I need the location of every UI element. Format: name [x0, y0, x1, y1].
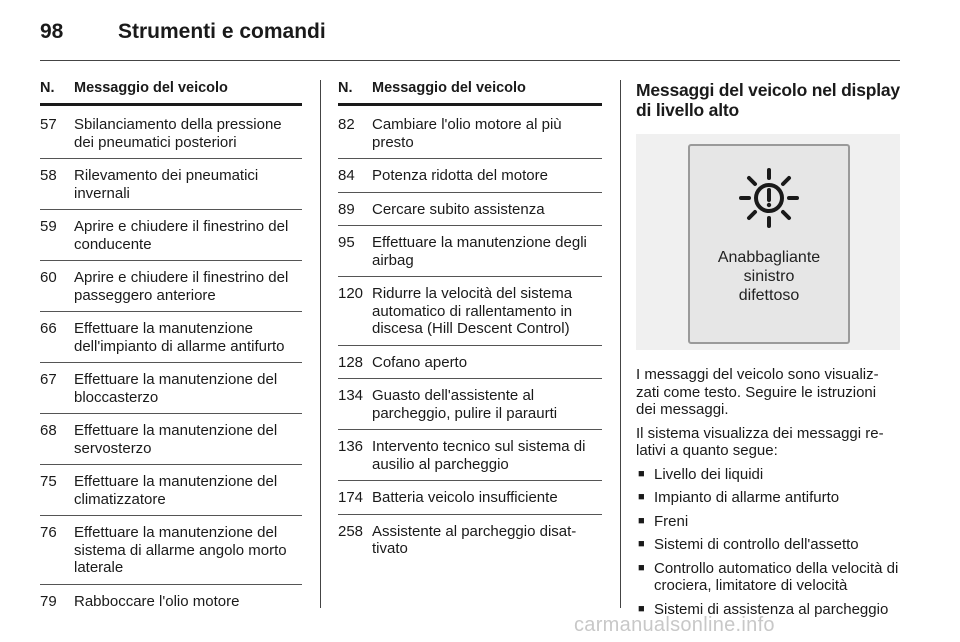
- row-text: Effettuare la manutenzione del climatizzatore: [74, 473, 278, 508]
- row-number: 75: [40, 473, 57, 490]
- list-item: [636, 560, 900, 595]
- row-number: 60: [40, 269, 57, 286]
- row-number: 67: [40, 371, 57, 388]
- row-text: Cercare subito assistenza: [372, 200, 545, 218]
- display-illustration: [636, 134, 900, 350]
- bullet-marker: ■: [638, 538, 645, 550]
- header-divider: [40, 60, 900, 61]
- table-row: [40, 414, 302, 465]
- bullet-marker: ■: [638, 561, 645, 574]
- page-number: 98: [40, 20, 64, 43]
- table-row: [40, 465, 302, 516]
- table-row: [40, 516, 302, 585]
- row-text: Sbilanciamento della pressione dei pneumatici posteriori: [74, 116, 282, 151]
- table-row: [40, 261, 302, 312]
- list-item: [636, 489, 900, 507]
- list-item: [636, 536, 900, 554]
- list-item-text: Freni: [654, 512, 689, 530]
- table-row: [338, 515, 602, 565]
- row-number: 79: [40, 592, 57, 610]
- bullet-list: [636, 466, 900, 619]
- table-row: [338, 379, 602, 430]
- table-row: [338, 108, 602, 159]
- high-level-display-section: [636, 80, 900, 624]
- section-title: Messaggi del veicolo nel display di livello alto: [636, 80, 900, 120]
- row-number: 84: [338, 167, 355, 184]
- table-row: [338, 159, 602, 193]
- bullet-marker: ■: [638, 514, 645, 527]
- table-row: [40, 108, 302, 159]
- col-number-header: N.: [338, 80, 353, 96]
- list-item-text: Controllo automatico della velocità di crociera, limitatore di velocità: [654, 559, 899, 594]
- table-header: [338, 80, 602, 106]
- lamp-fault-icon: [734, 160, 804, 240]
- table-row: [40, 312, 302, 363]
- display-line-1: Anabbagliante: [717, 249, 821, 266]
- table-row: [338, 193, 602, 227]
- row-number: 57: [40, 116, 57, 133]
- row-number: 82: [338, 116, 355, 133]
- row-number: 258: [338, 522, 364, 540]
- page-header: [40, 20, 920, 60]
- table-row: [40, 159, 302, 210]
- row-number: 66: [40, 320, 57, 337]
- table-row: [338, 277, 602, 346]
- row-text: Ridurre la velocità del sistema automatico di rallentamento in discesa (Hill Descent Control): [372, 285, 573, 337]
- row-text: Assistente al parcheggio disat-tivato: [372, 522, 577, 557]
- row-text: Rabboccare l'olio motore: [74, 592, 240, 610]
- table-row: [338, 346, 602, 380]
- table-row: [338, 430, 602, 481]
- col-number-header: N.: [40, 80, 55, 96]
- table-row: [40, 363, 302, 414]
- display-line-2: sinistro: [743, 268, 795, 285]
- display-screen: [688, 144, 850, 344]
- list-intro-paragraph: Il sistema visualizza dei messaggi re-lativi a quanto segue:: [636, 424, 884, 459]
- row-number: 128: [338, 353, 364, 371]
- table-row: [40, 210, 302, 261]
- row-number: 89: [338, 200, 355, 218]
- row-text: Cambiare l'olio motore al più presto: [372, 116, 562, 151]
- row-number: 95: [338, 234, 355, 251]
- col-message-header: Messaggio del veicolo: [372, 80, 526, 96]
- message-table-2: [338, 80, 602, 565]
- bullet-marker: ■: [638, 491, 645, 503]
- page-title: Strumenti e comandi: [118, 20, 326, 43]
- row-text: Effettuare la manutenzione del sistema di allarme angolo morto laterale: [74, 524, 287, 576]
- list-item-text: Sistemi di controllo dell'assetto: [654, 536, 859, 553]
- intro-paragraph: I messaggi del veicolo sono visualiz-zati come testo. Seguire le istruzioni dei messaggi.: [636, 366, 879, 418]
- row-number: 76: [40, 524, 57, 541]
- row-text: Effettuare la manutenzione del servosterzo: [74, 422, 278, 457]
- row-text: Rilevamento dei pneumatici invernali: [74, 167, 259, 202]
- list-item-text: Livello dei liquidi: [654, 465, 764, 483]
- row-text: Effettuare la manutenzione degli airbag: [372, 234, 587, 269]
- table-row: [338, 481, 602, 515]
- list-item: [636, 513, 900, 531]
- row-number: 136: [338, 438, 364, 455]
- list-item: [636, 466, 900, 484]
- col-message-header: Messaggio del veicolo: [74, 80, 228, 96]
- display-line-3: difettoso: [738, 287, 800, 304]
- row-text: Guasto dell'assistente al parcheggio, pulire il paraurti: [372, 387, 558, 422]
- row-text: Effettuare la manutenzione dell'impianto di allarme antifurto: [74, 320, 285, 355]
- row-text: Effettuare la manutenzione del bloccasterzo: [74, 371, 278, 406]
- row-number: 58: [40, 167, 57, 184]
- bullet-marker: ■: [638, 602, 645, 615]
- table-row: [40, 585, 302, 618]
- row-number: 120: [338, 285, 364, 302]
- list-item-text: Sistemi di assistenza al parcheggio: [654, 600, 889, 618]
- row-number: 174: [338, 489, 364, 506]
- row-text: Aprire e chiudere il finestrino del conducente: [74, 218, 289, 253]
- watermark: carmanualsonline.info: [574, 614, 775, 636]
- bullet-marker: ■: [638, 467, 645, 480]
- row-number: 59: [40, 218, 57, 235]
- row-text: Potenza ridotta del motore: [372, 167, 548, 184]
- row-number: 68: [40, 422, 57, 439]
- row-text: Cofano aperto: [372, 353, 468, 371]
- message-table-1: [40, 80, 302, 617]
- column-divider-1: [320, 80, 321, 608]
- row-text: Batteria veicolo insufficiente: [372, 489, 558, 506]
- display-message: [690, 248, 848, 305]
- table-row: [338, 226, 602, 277]
- row-text: Intervento tecnico sul sistema di ausilio al parcheggio: [372, 438, 586, 473]
- column-divider-2: [620, 80, 621, 608]
- list-item-text: Impianto di allarme antifurto: [654, 489, 840, 506]
- row-text: Aprire e chiudere il finestrino del passeggero anteriore: [74, 269, 289, 304]
- table-header: [40, 80, 302, 106]
- row-number: 134: [338, 387, 364, 404]
